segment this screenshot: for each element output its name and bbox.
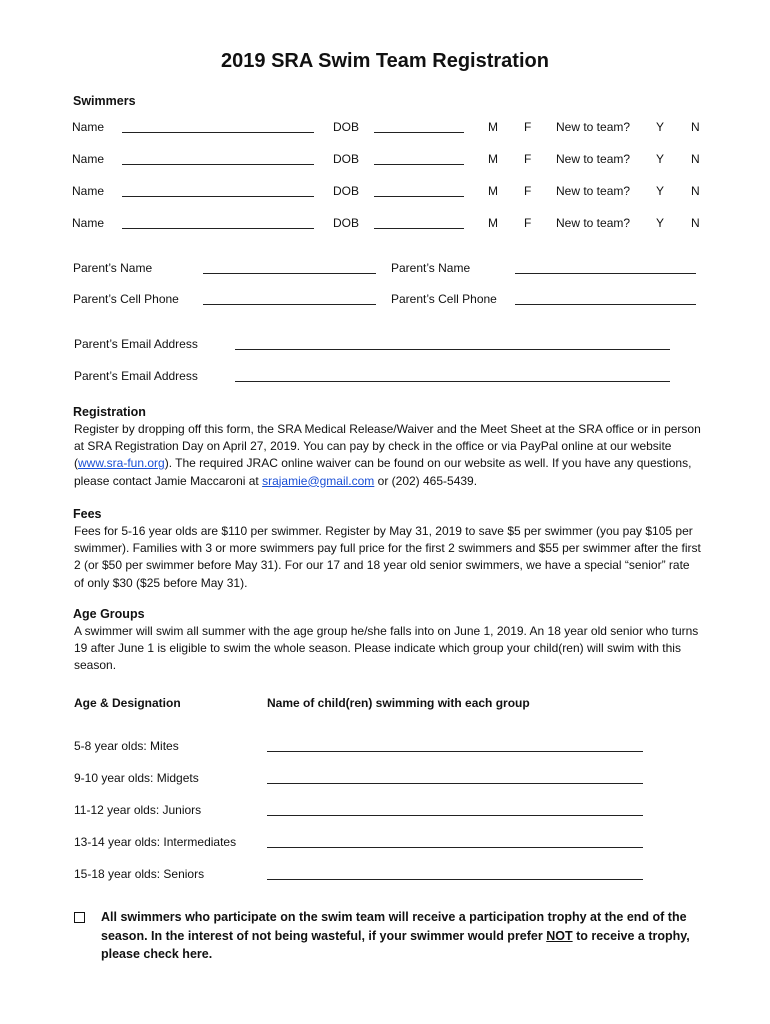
- trophy-note: [101, 908, 691, 964]
- name-label: Name: [72, 216, 105, 230]
- swimmer-name-field[interactable]: [122, 132, 314, 133]
- no-option[interactable]: N: [691, 120, 700, 134]
- age-group-names-field[interactable]: [267, 847, 643, 848]
- trophy-text-part: All swimmers who participate on the swim team will receive a participation trophy at the end of the season. In the interest of not being wasteful, if your swimmer would prefer: [101, 910, 687, 943]
- yes-option[interactable]: Y: [656, 216, 665, 230]
- age-group-label: 11-12 year olds: Juniors: [74, 803, 202, 817]
- swimmer-name-field[interactable]: [122, 196, 314, 197]
- no-option[interactable]: N: [691, 152, 700, 166]
- new-to-team-label: New to team?: [556, 152, 631, 166]
- fees-text: Fees for 5-16 year olds are $110 per swimmer. Register by May 31, 2019 to save $5 per swimmer (you pay $105 per swimmer). Families with 3 or more swimmers pay full price for the first 2 swimmers and $55 per swimmer after the first 2 (or $50 per swimmer before May 31). For our 17 and 18 year old senior swimmers, we have a special “senior” rate of only $30 ($25 before May 31).: [74, 524, 701, 590]
- fees-heading: Fees: [73, 507, 102, 521]
- new-to-team-label: New to team?: [556, 216, 631, 230]
- new-to-team-label: New to team?: [556, 120, 631, 134]
- yes-option[interactable]: Y: [656, 184, 665, 198]
- age-group-names-field[interactable]: [267, 879, 643, 880]
- trophy-opt-out-checkbox[interactable]: [74, 912, 85, 923]
- name-label: Name: [72, 152, 105, 166]
- registration-text-part: or (202) 465-5439.: [374, 473, 478, 488]
- age-group-names-field[interactable]: [267, 815, 643, 816]
- male-option[interactable]: M: [488, 184, 498, 198]
- male-option[interactable]: M: [488, 152, 498, 166]
- female-option[interactable]: F: [524, 216, 532, 230]
- website-link[interactable]: www.sra-fun.org: [78, 456, 165, 471]
- dob-field[interactable]: [374, 164, 464, 165]
- parent-cell-field[interactable]: [515, 304, 696, 305]
- age-group-label: 13-14 year olds: Intermediates: [74, 835, 237, 849]
- dob-field[interactable]: [374, 228, 464, 229]
- parent-cell-label: Parent’s Cell Phone: [73, 292, 179, 306]
- male-option[interactable]: M: [488, 120, 498, 134]
- age-groups-heading: Age Groups: [73, 607, 145, 621]
- new-to-team-label: New to team?: [556, 184, 631, 198]
- age-group-names-field[interactable]: [267, 783, 643, 784]
- no-option[interactable]: N: [691, 216, 700, 230]
- parent-email-label: Parent’s Email Address: [74, 337, 198, 351]
- dob-label: DOB: [333, 184, 360, 198]
- age-designation-header: Age & Designation: [74, 696, 181, 710]
- no-option[interactable]: N: [691, 184, 700, 198]
- parent-email-field[interactable]: [235, 349, 670, 350]
- children-names-header: Name of child(ren) swimming with each group: [267, 696, 530, 710]
- not-emphasis: NOT: [546, 928, 573, 943]
- swimmers-heading: Swimmers: [73, 94, 136, 108]
- email-link[interactable]: srajamie@gmail.com: [262, 473, 375, 488]
- yes-option[interactable]: Y: [656, 152, 665, 166]
- age-group-label: 9-10 year olds: Midgets: [74, 771, 199, 785]
- page-title: 2019 SRA Swim Team Registration: [221, 50, 549, 72]
- parent-email-field[interactable]: [235, 381, 670, 382]
- dob-label: DOB: [333, 152, 360, 166]
- parent-name-label: Parent’s Name: [73, 261, 153, 275]
- registration-text-part: Register by dropping off this form, the SRA Medical Release/Waiver and the Meet Sheet at the SRA office or in person at SRA Registration Day on April 27, 2019. You can pay by check in the office or via PayPal online at our website (: [74, 422, 701, 471]
- parent-cell-label: Parent’s Cell Phone: [391, 292, 497, 306]
- age-group-names-field[interactable]: [267, 751, 643, 752]
- parent-name-field[interactable]: [515, 273, 696, 274]
- registration-text-part: ). The required JRAC online waiver can be found on our website as well. If you have any questions, please contact Jamie Maccaroni at: [74, 456, 692, 488]
- yes-option[interactable]: Y: [656, 120, 665, 134]
- parent-email-label: Parent’s Email Address: [74, 369, 198, 383]
- female-option[interactable]: F: [524, 120, 532, 134]
- dob-field[interactable]: [374, 196, 464, 197]
- parent-name-field[interactable]: [203, 273, 376, 274]
- registration-text: [74, 421, 702, 490]
- parent-cell-field[interactable]: [203, 304, 376, 305]
- name-label: Name: [72, 120, 105, 134]
- dob-label: DOB: [333, 120, 360, 134]
- dob-label: DOB: [333, 216, 360, 230]
- age-groups-text: A swimmer will swim all summer with the age group he/she falls into on June 1, 2019. An 18 year old senior who turns 19 after June 1 is eligible to swim the whole season. Please indicate which group your child(ren) will swim with this season.: [74, 624, 699, 673]
- swimmer-name-field[interactable]: [122, 164, 314, 165]
- age-group-label: 15-18 year olds: Seniors: [74, 867, 205, 881]
- name-label: Name: [72, 184, 105, 198]
- female-option[interactable]: F: [524, 184, 532, 198]
- male-option[interactable]: M: [488, 216, 498, 230]
- swimmer-name-field[interactable]: [122, 228, 314, 229]
- female-option[interactable]: F: [524, 152, 532, 166]
- dob-field[interactable]: [374, 132, 464, 133]
- trophy-text-part: to receive a trophy, please check here.: [101, 928, 690, 962]
- age-group-label: 5-8 year olds: Mites: [74, 739, 179, 753]
- parent-name-label: Parent’s Name: [391, 261, 471, 275]
- registration-heading: Registration: [73, 405, 146, 419]
